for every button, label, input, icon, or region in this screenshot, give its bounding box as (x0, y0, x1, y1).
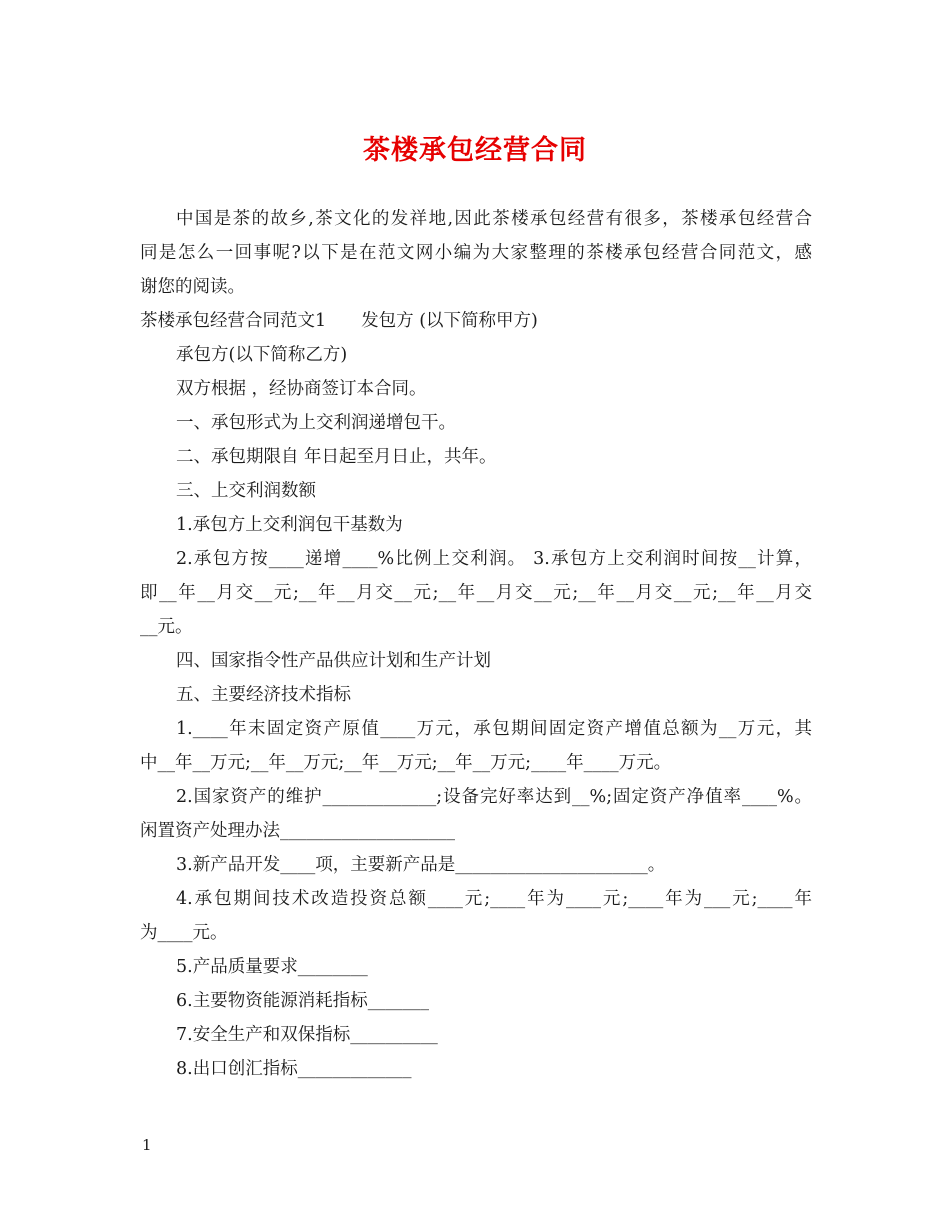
clause-3: 三、上交利润数额 (176, 481, 316, 501)
clause-5-item-2-cont: 闲置资产处理办法____________________ (140, 821, 455, 841)
agreement-line: 双方根据 ，经协商签订本合同。 (176, 379, 427, 399)
document-body (140, 202, 812, 1086)
document-title: 茶楼承包经营合同 (363, 135, 587, 166)
page-number: 1 (142, 1136, 152, 1154)
clause-5: 五、主要经济技术指标 (176, 685, 351, 705)
intro-line-3: 谢您的阅读。 (140, 277, 245, 297)
clause-3-item-2-cont: 即__年__月交__元;__年__月交__元;__年__月交__元;__年__月交__元;__年__月交 (140, 583, 812, 603)
clause-5-item-1-cont: 中__年__万元;__年__万元;__年__万元;__年__万元;____年____万元。 (140, 753, 672, 773)
clause-3-item-2-end: __元。 (140, 617, 193, 637)
clause-5-item-2: 2.国家资产的维护_____________;设备完好率达到__%;固定资产净值率____%。 (176, 787, 812, 807)
intro-line-1: 中国是茶的故乡,茶文化的发祥地,因此茶楼承包经营有很多，茶楼承包经营合 (176, 209, 812, 229)
clause-5-item-4: 4.承包期间技术改造投资总额____元;____年为____元;____年为___元;____年 (176, 889, 812, 909)
party-b-line: 承包方(以下简称乙方) (176, 345, 348, 365)
clause-1: 一、承包形式为上交利润递增包干。 (176, 413, 456, 433)
clause-4: 四、国家指令性产品供应计划和生产计划 (176, 651, 491, 671)
clause-5-item-3: 3.新产品开发____项，主要新产品是______________________。 (176, 855, 666, 875)
clause-5-item-5: 5.产品质量要求________ (176, 957, 368, 977)
contract-heading: 茶楼承包经营合同范文1 发包方 (以下简称甲方) (140, 311, 538, 331)
clause-3-item-2: 2.承包方按____递增____%比例上交利润。 3.承包方上交利润时间按__计算， (176, 549, 812, 569)
intro-line-2: 同是怎么一回事呢?以下是在范文网小编为大家整理的茶楼承包经营合同范文，感 (140, 243, 812, 263)
clause-3-item-1: 1.承包方上交利润包干基数为 (176, 515, 403, 535)
clause-5-item-4-cont: 为____元。 (140, 923, 228, 943)
clause-5-item-1: 1.____年末固定资产原值____万元，承包期间固定资产增值总额为__万元，其 (176, 719, 812, 739)
clause-5-item-7: 7.安全生产和双保指标__________ (176, 1025, 438, 1045)
clause-5-item-8: 8.出口创汇指标_____________ (176, 1059, 412, 1079)
clause-2: 二、承包期限自 年日起至月日止，共年。 (176, 447, 497, 467)
clause-5-item-6: 6.主要物资能源消耗指标_______ (176, 991, 429, 1011)
